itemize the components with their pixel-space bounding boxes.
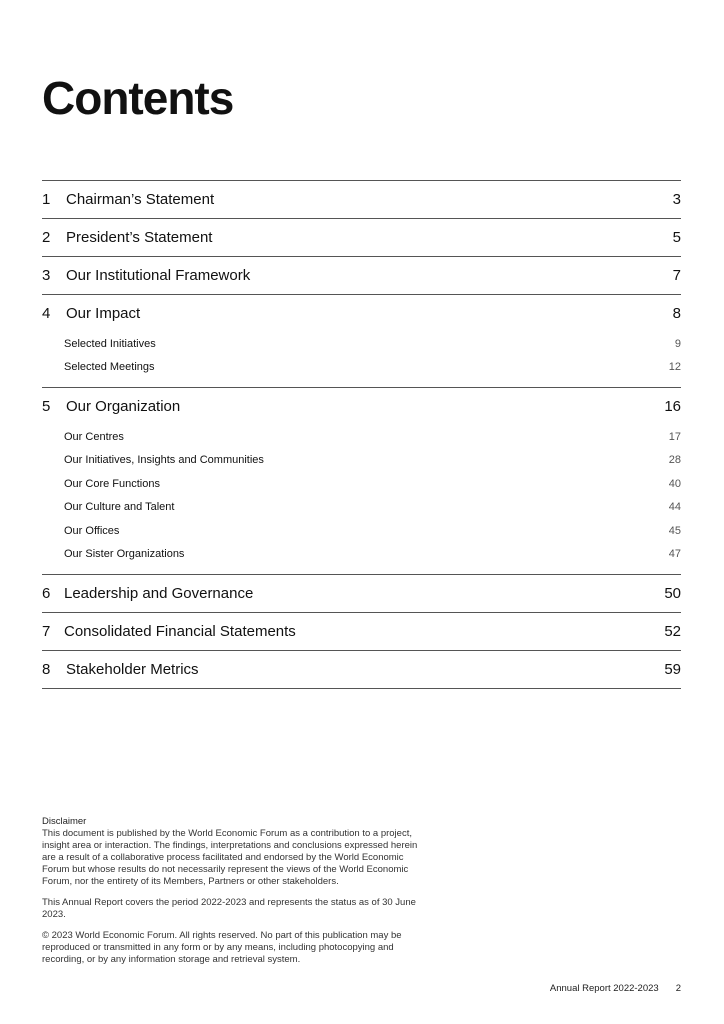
toc-subentry[interactable] bbox=[42, 496, 681, 520]
toc-subsection-list bbox=[42, 332, 681, 387]
toc-section-number: 4 bbox=[42, 305, 51, 322]
toc-page-number: 3 bbox=[672, 191, 681, 208]
page-title: Contents bbox=[42, 72, 234, 124]
toc-section-3[interactable] bbox=[42, 256, 681, 294]
toc-subentry[interactable] bbox=[42, 519, 681, 543]
toc-subentry[interactable] bbox=[42, 425, 681, 449]
toc-section-title: Leadership and Governance bbox=[64, 585, 254, 602]
toc-section-2[interactable] bbox=[42, 218, 681, 256]
toc-subentry[interactable] bbox=[42, 332, 681, 356]
toc-subentry[interactable] bbox=[42, 449, 681, 473]
toc-subentry-page: 9 bbox=[674, 337, 681, 350]
toc-subentry[interactable] bbox=[42, 356, 681, 380]
toc-subentry-title: Selected Meetings bbox=[64, 361, 155, 374]
toc-page-number: 16 bbox=[664, 398, 681, 415]
toc-section-title: Our Impact bbox=[66, 305, 141, 322]
toc-section-title: Chairman’s Statement bbox=[66, 191, 215, 208]
toc-page-number: 5 bbox=[672, 229, 681, 246]
copyright-paragraph: © 2023 World Economic Forum. All rights reserved. No part of this publication may be reproduced or transmitted in any form or by any means, including photocopying and recording, or by any information storage and retrieval system. bbox=[42, 930, 402, 965]
toc-section-title: Our Institutional Framework bbox=[66, 267, 251, 284]
toc-subentry-page: 45 bbox=[668, 524, 681, 537]
toc-section-1[interactable] bbox=[42, 180, 681, 218]
toc-subsection-list bbox=[42, 425, 681, 574]
toc-section-number: 3 bbox=[42, 267, 51, 284]
toc-subentry-page: 40 bbox=[668, 477, 681, 490]
toc-subentry-title: Our Offices bbox=[64, 524, 120, 537]
table-of-contents bbox=[42, 180, 681, 689]
disclaimer-heading: Disclaimer bbox=[42, 816, 87, 827]
toc-subentry-page: 17 bbox=[668, 430, 681, 443]
disclaimer-paragraph: This document is published by the World Economic Forum as a contribution to a project, insight area or interaction. The findings, interpretations and conclusions expressed herein are a result of a collaborative process facilitated and endorsed by the World Economic Forum but whose results do not necessarily represent the views of the World Economic Forum, nor the entirety of its Members, Partners or other stakeholders. bbox=[42, 828, 418, 887]
toc-subentry[interactable] bbox=[42, 472, 681, 496]
toc-section-number: 2 bbox=[42, 229, 51, 246]
toc-entry[interactable] bbox=[42, 219, 681, 256]
toc-subentry-page: 28 bbox=[668, 454, 681, 467]
toc-subentry-title: Our Sister Organizations bbox=[64, 548, 185, 561]
toc-section-8[interactable] bbox=[42, 650, 681, 689]
toc-subentry-title: Our Core Functions bbox=[64, 477, 160, 490]
toc-section-title: Our Organization bbox=[66, 398, 181, 415]
toc-section-number: 5 bbox=[42, 398, 51, 415]
toc-subentry-title: Selected Initiatives bbox=[64, 337, 156, 350]
toc-subentry-page: 44 bbox=[668, 501, 681, 514]
toc-entry[interactable] bbox=[42, 651, 681, 688]
toc-section-number: 1 bbox=[42, 191, 51, 208]
disclaimer bbox=[42, 816, 432, 975]
toc-entry[interactable] bbox=[42, 257, 681, 294]
toc-page-number: 52 bbox=[664, 623, 681, 640]
toc-subentry-page: 47 bbox=[668, 548, 681, 561]
toc-section-title: Stakeholder Metrics bbox=[66, 661, 199, 678]
toc-entry[interactable] bbox=[42, 575, 681, 612]
toc-page-number: 50 bbox=[664, 585, 681, 602]
footer-page-number: 2 bbox=[675, 983, 681, 994]
toc-section-title: Consolidated Financial Statements bbox=[64, 623, 296, 640]
toc-subentry[interactable] bbox=[42, 543, 681, 567]
toc-page-number: 59 bbox=[664, 661, 681, 678]
toc-section-4[interactable] bbox=[42, 294, 681, 387]
toc-section-number: 8 bbox=[42, 661, 51, 678]
toc-entry[interactable] bbox=[42, 388, 681, 425]
toc-page-number: 7 bbox=[672, 267, 681, 284]
toc-page-number: 8 bbox=[672, 305, 681, 322]
toc-section-title: President’s Statement bbox=[66, 229, 213, 246]
toc-subentry-page: 12 bbox=[668, 361, 681, 374]
toc-section-7[interactable] bbox=[42, 612, 681, 650]
toc-section-number: 6 bbox=[42, 585, 51, 602]
page-footer bbox=[550, 983, 681, 994]
toc-subentry-title: Our Centres bbox=[64, 430, 124, 443]
toc-subentry-title: Our Culture and Talent bbox=[64, 501, 175, 514]
toc-entry[interactable] bbox=[42, 181, 681, 218]
toc-section-5[interactable] bbox=[42, 387, 681, 574]
toc-section-number: 7 bbox=[42, 623, 51, 640]
coverage-paragraph: This Annual Report covers the period 2022-2023 and represents the status as of 30 June 2023. bbox=[42, 897, 416, 920]
toc-subentry-title: Our Initiatives, Insights and Communities bbox=[64, 454, 264, 467]
toc-entry[interactable] bbox=[42, 295, 681, 332]
toc-entry[interactable] bbox=[42, 613, 681, 650]
footer-report-label: Annual Report 2022-2023 bbox=[549, 983, 659, 994]
toc-section-6[interactable] bbox=[42, 574, 681, 612]
